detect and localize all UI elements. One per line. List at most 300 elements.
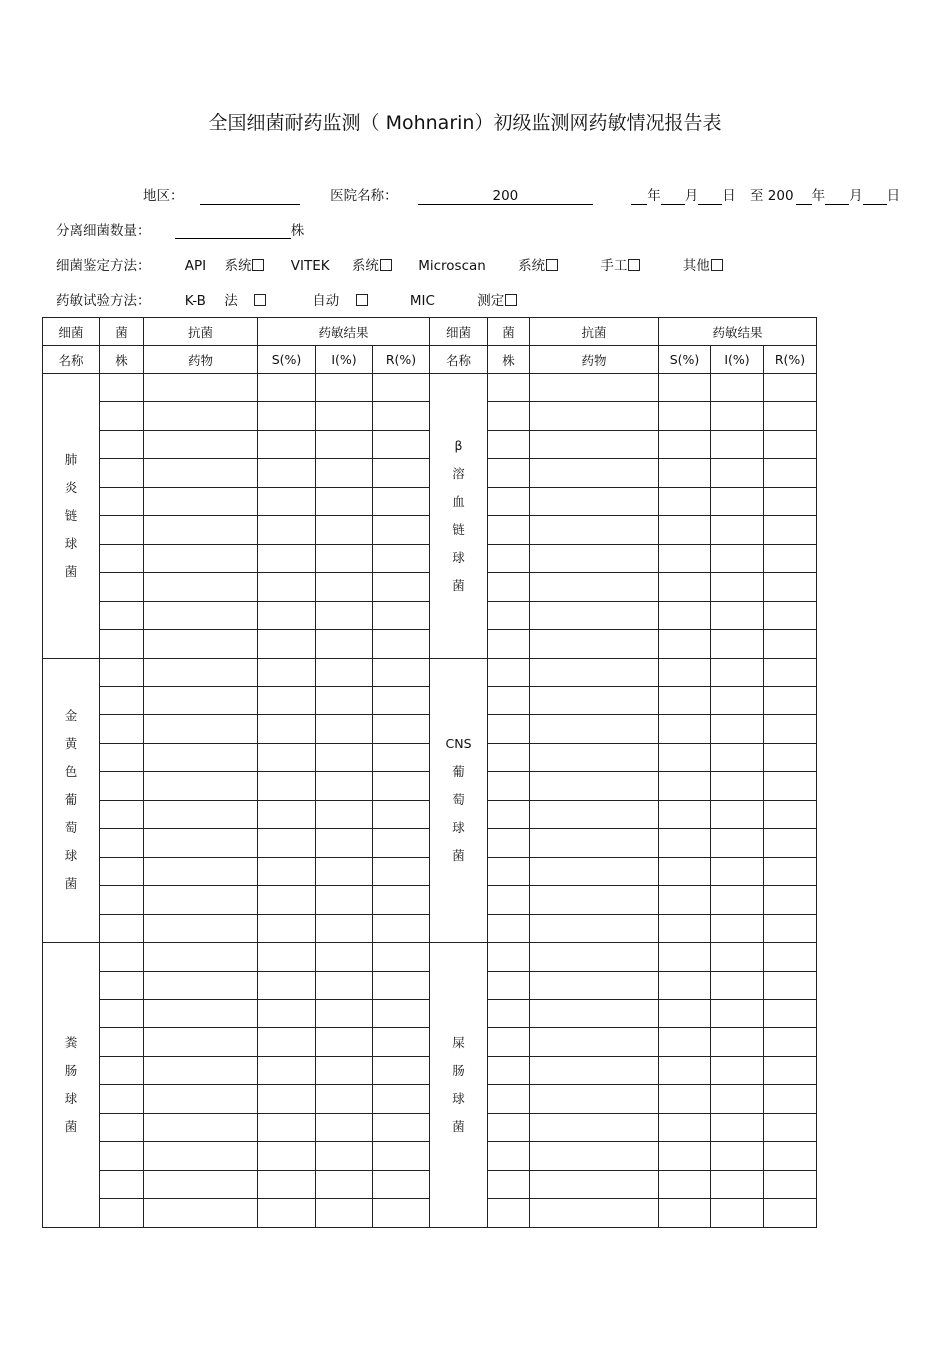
strain-cell[interactable] — [100, 1170, 144, 1198]
i-cell[interactable] — [316, 943, 373, 971]
s-cell[interactable] — [258, 601, 316, 629]
r-cell[interactable] — [764, 544, 817, 572]
i-cell[interactable] — [711, 374, 764, 402]
r-cell[interactable] — [373, 459, 430, 487]
r-cell[interactable] — [764, 487, 817, 515]
drug-cell[interactable] — [530, 430, 659, 458]
i-cell[interactable] — [316, 430, 373, 458]
s-cell[interactable] — [258, 544, 316, 572]
i-cell[interactable] — [316, 630, 373, 658]
drug-cell[interactable] — [144, 544, 258, 572]
i-cell[interactable] — [316, 1199, 373, 1227]
strain-cell[interactable] — [100, 999, 144, 1027]
hospital-field[interactable] — [418, 188, 593, 205]
drug-cell[interactable] — [144, 1142, 258, 1170]
strain-cell[interactable] — [100, 1056, 144, 1084]
i-cell[interactable] — [711, 658, 764, 686]
r-cell[interactable] — [764, 459, 817, 487]
drug-cell[interactable] — [144, 516, 258, 544]
i-cell[interactable] — [316, 459, 373, 487]
drug-cell[interactable] — [144, 857, 258, 885]
i-cell[interactable] — [711, 999, 764, 1027]
strain-cell[interactable] — [488, 430, 530, 458]
i-cell[interactable] — [711, 743, 764, 771]
i-cell[interactable] — [316, 914, 373, 942]
strain-cell[interactable] — [100, 544, 144, 572]
kb-checkbox[interactable] — [254, 294, 266, 306]
s-cell[interactable] — [659, 1170, 711, 1198]
r-cell[interactable] — [373, 430, 430, 458]
strain-cell[interactable] — [488, 914, 530, 942]
i-cell[interactable] — [711, 487, 764, 515]
s-cell[interactable] — [659, 658, 711, 686]
s-cell[interactable] — [258, 914, 316, 942]
strain-cell[interactable] — [100, 430, 144, 458]
r-cell[interactable] — [764, 1199, 817, 1227]
strain-cell[interactable] — [488, 516, 530, 544]
i-cell[interactable] — [316, 1056, 373, 1084]
strain-cell[interactable] — [488, 1113, 530, 1141]
r-cell[interactable] — [373, 886, 430, 914]
s-cell[interactable] — [659, 715, 711, 743]
strain-cell[interactable] — [488, 999, 530, 1027]
s-cell[interactable] — [659, 886, 711, 914]
strain-cell[interactable] — [488, 743, 530, 771]
s-cell[interactable] — [659, 772, 711, 800]
i-cell[interactable] — [711, 886, 764, 914]
r-cell[interactable] — [764, 573, 817, 601]
r-cell[interactable] — [373, 686, 430, 714]
i-cell[interactable] — [316, 1028, 373, 1056]
s-cell[interactable] — [258, 800, 316, 828]
vitek-checkbox[interactable] — [380, 259, 392, 271]
strain-cell[interactable] — [488, 658, 530, 686]
s-cell[interactable] — [659, 1085, 711, 1113]
s-cell[interactable] — [659, 943, 711, 971]
s-cell[interactable] — [659, 1142, 711, 1170]
drug-cell[interactable] — [530, 601, 659, 629]
s-cell[interactable] — [659, 573, 711, 601]
strain-cell[interactable] — [100, 743, 144, 771]
i-cell[interactable] — [316, 658, 373, 686]
drug-cell[interactable] — [144, 686, 258, 714]
drug-cell[interactable] — [530, 402, 659, 430]
drug-cell[interactable] — [144, 971, 258, 999]
r-cell[interactable] — [373, 601, 430, 629]
strain-cell[interactable] — [488, 1142, 530, 1170]
r-cell[interactable] — [764, 1056, 817, 1084]
i-cell[interactable] — [711, 630, 764, 658]
s-cell[interactable] — [659, 914, 711, 942]
drug-cell[interactable] — [530, 886, 659, 914]
r-cell[interactable] — [373, 516, 430, 544]
r-cell[interactable] — [764, 800, 817, 828]
i-cell[interactable] — [711, 1056, 764, 1084]
i-cell[interactable] — [316, 516, 373, 544]
r-cell[interactable] — [373, 1085, 430, 1113]
s-cell[interactable] — [659, 1113, 711, 1141]
i-cell[interactable] — [711, 800, 764, 828]
i-cell[interactable] — [711, 914, 764, 942]
drug-cell[interactable] — [144, 886, 258, 914]
strain-cell[interactable] — [100, 857, 144, 885]
strain-cell[interactable] — [488, 374, 530, 402]
r-cell[interactable] — [764, 1113, 817, 1141]
r-cell[interactable] — [373, 1142, 430, 1170]
strain-cell[interactable] — [488, 686, 530, 714]
strain-cell[interactable] — [100, 800, 144, 828]
drug-cell[interactable] — [530, 943, 659, 971]
strain-cell[interactable] — [488, 829, 530, 857]
s-cell[interactable] — [659, 374, 711, 402]
strain-cell[interactable] — [100, 686, 144, 714]
drug-cell[interactable] — [530, 914, 659, 942]
strain-cell[interactable] — [488, 857, 530, 885]
strain-cell[interactable] — [100, 943, 144, 971]
strain-cell[interactable] — [100, 516, 144, 544]
i-cell[interactable] — [316, 487, 373, 515]
i-cell[interactable] — [711, 829, 764, 857]
i-cell[interactable] — [711, 715, 764, 743]
s-cell[interactable] — [258, 971, 316, 999]
drug-cell[interactable] — [144, 487, 258, 515]
s-cell[interactable] — [258, 772, 316, 800]
strain-cell[interactable] — [488, 1056, 530, 1084]
r-cell[interactable] — [764, 374, 817, 402]
i-cell[interactable] — [711, 1028, 764, 1056]
end-year-field[interactable] — [796, 189, 812, 205]
i-cell[interactable] — [316, 1170, 373, 1198]
microscan-checkbox[interactable] — [546, 259, 558, 271]
strain-cell[interactable] — [488, 715, 530, 743]
strain-cell[interactable] — [100, 1199, 144, 1227]
r-cell[interactable] — [764, 430, 817, 458]
s-cell[interactable] — [258, 402, 316, 430]
r-cell[interactable] — [764, 516, 817, 544]
strain-cell[interactable] — [488, 459, 530, 487]
s-cell[interactable] — [659, 971, 711, 999]
s-cell[interactable] — [659, 544, 711, 572]
s-cell[interactable] — [659, 630, 711, 658]
drug-cell[interactable] — [530, 743, 659, 771]
api-checkbox[interactable] — [252, 259, 264, 271]
r-cell[interactable] — [764, 971, 817, 999]
drug-cell[interactable] — [530, 971, 659, 999]
drug-cell[interactable] — [144, 459, 258, 487]
s-cell[interactable] — [258, 1056, 316, 1084]
drug-cell[interactable] — [144, 374, 258, 402]
s-cell[interactable] — [258, 374, 316, 402]
strain-cell[interactable] — [488, 1085, 530, 1113]
end-day-field[interactable] — [863, 189, 887, 205]
drug-cell[interactable] — [530, 857, 659, 885]
drug-cell[interactable] — [530, 999, 659, 1027]
s-cell[interactable] — [258, 1199, 316, 1227]
r-cell[interactable] — [764, 630, 817, 658]
s-cell[interactable] — [258, 573, 316, 601]
s-cell[interactable] — [258, 1170, 316, 1198]
strain-cell[interactable] — [488, 630, 530, 658]
s-cell[interactable] — [659, 857, 711, 885]
r-cell[interactable] — [764, 601, 817, 629]
s-cell[interactable] — [258, 943, 316, 971]
s-cell[interactable] — [258, 886, 316, 914]
strain-cell[interactable] — [100, 1085, 144, 1113]
s-cell[interactable] — [659, 487, 711, 515]
strain-cell[interactable] — [100, 1028, 144, 1056]
r-cell[interactable] — [373, 715, 430, 743]
region-field[interactable] — [200, 189, 300, 205]
s-cell[interactable] — [659, 686, 711, 714]
drug-cell[interactable] — [144, 743, 258, 771]
s-cell[interactable] — [258, 999, 316, 1027]
s-cell[interactable] — [258, 743, 316, 771]
s-cell[interactable] — [258, 516, 316, 544]
r-cell[interactable] — [373, 800, 430, 828]
strain-cell[interactable] — [100, 374, 144, 402]
strain-cell[interactable] — [100, 914, 144, 942]
strain-cell[interactable] — [488, 800, 530, 828]
i-cell[interactable] — [316, 886, 373, 914]
r-cell[interactable] — [373, 857, 430, 885]
i-cell[interactable] — [316, 1142, 373, 1170]
drug-cell[interactable] — [530, 1113, 659, 1141]
i-cell[interactable] — [711, 601, 764, 629]
strain-cell[interactable] — [488, 1028, 530, 1056]
r-cell[interactable] — [373, 630, 430, 658]
s-cell[interactable] — [258, 1142, 316, 1170]
drug-cell[interactable] — [530, 686, 659, 714]
strain-cell[interactable] — [100, 1113, 144, 1141]
drug-cell[interactable] — [530, 374, 659, 402]
i-cell[interactable] — [711, 943, 764, 971]
r-cell[interactable] — [373, 402, 430, 430]
strain-cell[interactable] — [488, 943, 530, 971]
drug-cell[interactable] — [530, 630, 659, 658]
s-cell[interactable] — [258, 686, 316, 714]
i-cell[interactable] — [316, 1113, 373, 1141]
drug-cell[interactable] — [144, 943, 258, 971]
s-cell[interactable] — [659, 1028, 711, 1056]
s-cell[interactable] — [659, 999, 711, 1027]
s-cell[interactable] — [258, 658, 316, 686]
drug-cell[interactable] — [144, 573, 258, 601]
drug-cell[interactable] — [530, 1056, 659, 1084]
drug-cell[interactable] — [530, 658, 659, 686]
s-cell[interactable] — [258, 829, 316, 857]
i-cell[interactable] — [316, 402, 373, 430]
r-cell[interactable] — [373, 743, 430, 771]
drug-cell[interactable] — [144, 829, 258, 857]
drug-cell[interactable] — [144, 999, 258, 1027]
strain-cell[interactable] — [100, 487, 144, 515]
strain-cell[interactable] — [488, 772, 530, 800]
i-cell[interactable] — [316, 601, 373, 629]
i-cell[interactable] — [316, 686, 373, 714]
strain-cell[interactable] — [100, 630, 144, 658]
strain-cell[interactable] — [488, 402, 530, 430]
i-cell[interactable] — [711, 430, 764, 458]
i-cell[interactable] — [316, 829, 373, 857]
drug-cell[interactable] — [530, 573, 659, 601]
i-cell[interactable] — [711, 1113, 764, 1141]
i-cell[interactable] — [316, 971, 373, 999]
other-checkbox[interactable] — [711, 259, 723, 271]
s-cell[interactable] — [659, 1056, 711, 1084]
r-cell[interactable] — [764, 402, 817, 430]
i-cell[interactable] — [316, 1085, 373, 1113]
i-cell[interactable] — [711, 516, 764, 544]
drug-cell[interactable] — [530, 1028, 659, 1056]
strain-cell[interactable] — [488, 1199, 530, 1227]
drug-cell[interactable] — [144, 1170, 258, 1198]
s-cell[interactable] — [659, 459, 711, 487]
r-cell[interactable] — [373, 1199, 430, 1227]
s-cell[interactable] — [659, 402, 711, 430]
drug-cell[interactable] — [144, 914, 258, 942]
r-cell[interactable] — [764, 857, 817, 885]
i-cell[interactable] — [711, 857, 764, 885]
strain-cell[interactable] — [488, 544, 530, 572]
i-cell[interactable] — [711, 402, 764, 430]
drug-cell[interactable] — [144, 430, 258, 458]
s-cell[interactable] — [659, 516, 711, 544]
drug-cell[interactable] — [144, 630, 258, 658]
i-cell[interactable] — [711, 544, 764, 572]
i-cell[interactable] — [316, 743, 373, 771]
isolates-field[interactable] — [175, 223, 291, 239]
i-cell[interactable] — [316, 715, 373, 743]
i-cell[interactable] — [711, 1142, 764, 1170]
drug-cell[interactable] — [144, 800, 258, 828]
drug-cell[interactable] — [144, 772, 258, 800]
r-cell[interactable] — [764, 999, 817, 1027]
r-cell[interactable] — [373, 829, 430, 857]
strain-cell[interactable] — [100, 715, 144, 743]
r-cell[interactable] — [764, 1028, 817, 1056]
r-cell[interactable] — [764, 886, 817, 914]
i-cell[interactable] — [711, 459, 764, 487]
drug-cell[interactable] — [144, 1085, 258, 1113]
drug-cell[interactable] — [530, 715, 659, 743]
s-cell[interactable] — [258, 459, 316, 487]
drug-cell[interactable] — [530, 544, 659, 572]
i-cell[interactable] — [316, 544, 373, 572]
s-cell[interactable] — [659, 743, 711, 771]
drug-cell[interactable] — [530, 1199, 659, 1227]
r-cell[interactable] — [764, 829, 817, 857]
i-cell[interactable] — [711, 1170, 764, 1198]
drug-cell[interactable] — [144, 1028, 258, 1056]
drug-cell[interactable] — [530, 1142, 659, 1170]
s-cell[interactable] — [659, 829, 711, 857]
i-cell[interactable] — [316, 772, 373, 800]
r-cell[interactable] — [373, 1170, 430, 1198]
drug-cell[interactable] — [530, 459, 659, 487]
strain-cell[interactable] — [488, 487, 530, 515]
drug-cell[interactable] — [530, 516, 659, 544]
strain-cell[interactable] — [488, 886, 530, 914]
drug-cell[interactable] — [530, 1085, 659, 1113]
strain-cell[interactable] — [488, 971, 530, 999]
drug-cell[interactable] — [530, 829, 659, 857]
s-cell[interactable] — [659, 601, 711, 629]
s-cell[interactable] — [659, 800, 711, 828]
s-cell[interactable] — [659, 430, 711, 458]
end-month-field[interactable] — [825, 189, 849, 205]
i-cell[interactable] — [316, 573, 373, 601]
r-cell[interactable] — [764, 658, 817, 686]
r-cell[interactable] — [373, 1113, 430, 1141]
r-cell[interactable] — [373, 374, 430, 402]
s-cell[interactable] — [258, 630, 316, 658]
r-cell[interactable] — [764, 1085, 817, 1113]
drug-cell[interactable] — [530, 800, 659, 828]
s-cell[interactable] — [258, 1028, 316, 1056]
i-cell[interactable] — [711, 573, 764, 601]
i-cell[interactable] — [711, 971, 764, 999]
i-cell[interactable] — [316, 999, 373, 1027]
drug-cell[interactable] — [144, 1113, 258, 1141]
strain-cell[interactable] — [100, 573, 144, 601]
r-cell[interactable] — [373, 658, 430, 686]
drug-cell[interactable] — [530, 487, 659, 515]
drug-cell[interactable] — [530, 1170, 659, 1198]
strain-cell[interactable] — [488, 573, 530, 601]
i-cell[interactable] — [316, 857, 373, 885]
i-cell[interactable] — [316, 800, 373, 828]
drug-cell[interactable] — [144, 1199, 258, 1227]
r-cell[interactable] — [764, 715, 817, 743]
s-cell[interactable] — [258, 487, 316, 515]
r-cell[interactable] — [373, 971, 430, 999]
r-cell[interactable] — [764, 943, 817, 971]
strain-cell[interactable] — [100, 601, 144, 629]
strain-cell[interactable] — [100, 971, 144, 999]
s-cell[interactable] — [258, 857, 316, 885]
r-cell[interactable] — [373, 487, 430, 515]
strain-cell[interactable] — [100, 772, 144, 800]
strain-cell[interactable] — [100, 402, 144, 430]
r-cell[interactable] — [764, 914, 817, 942]
start-day-field[interactable] — [698, 189, 722, 205]
r-cell[interactable] — [764, 1142, 817, 1170]
i-cell[interactable] — [711, 1199, 764, 1227]
mic-checkbox[interactable] — [505, 294, 517, 306]
i-cell[interactable] — [711, 772, 764, 800]
i-cell[interactable] — [711, 1085, 764, 1113]
i-cell[interactable] — [316, 374, 373, 402]
strain-cell[interactable] — [100, 658, 144, 686]
r-cell[interactable] — [764, 1170, 817, 1198]
r-cell[interactable] — [764, 686, 817, 714]
start-year-field[interactable] — [631, 189, 647, 205]
s-cell[interactable] — [659, 1199, 711, 1227]
r-cell[interactable] — [373, 1056, 430, 1084]
drug-cell[interactable] — [144, 402, 258, 430]
manual-checkbox[interactable] — [628, 259, 640, 271]
strain-cell[interactable] — [100, 1142, 144, 1170]
start-month-field[interactable] — [661, 189, 685, 205]
i-cell[interactable] — [711, 686, 764, 714]
s-cell[interactable] — [258, 1085, 316, 1113]
r-cell[interactable] — [373, 1028, 430, 1056]
auto-checkbox[interactable] — [356, 294, 368, 306]
strain-cell[interactable] — [100, 886, 144, 914]
drug-cell[interactable] — [530, 772, 659, 800]
s-cell[interactable] — [258, 1113, 316, 1141]
s-cell[interactable] — [258, 715, 316, 743]
